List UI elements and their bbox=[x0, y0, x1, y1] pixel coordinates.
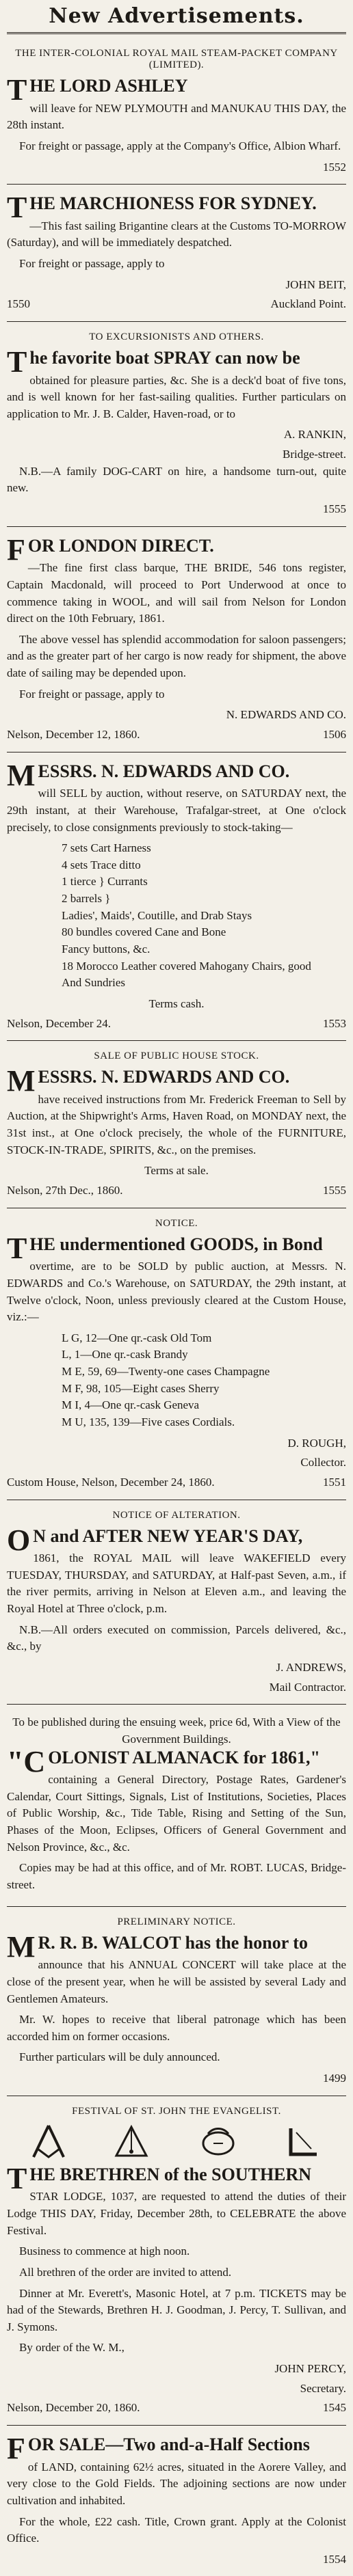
ad-paragraph: containing a General Directory, Postage Rates, Gardener's Calendar, Court Sittings, Signals, List of Institutions, Societies, Places of Public Worship, &c., Tide Table, Rising and Setting of the Sun, Phases of the Moon, Eclipses, Officers of General Government and Nelson Province, &c., &c. bbox=[7, 1773, 346, 1854]
advertisement bbox=[7, 322, 346, 527]
advertisement bbox=[7, 1907, 346, 2096]
ad-paragraph: Dinner at Mr. Everett's, Masonic Hotel, at 7 p.m. TICKETS may be had of the Stewards, Brethren H. J. Goodman, J. Percy, T. Sullivan, and J. Symons. bbox=[7, 2286, 346, 2333]
advertisement bbox=[7, 38, 346, 185]
ad-paragraph: obtained for pleasure parties, &c. She is a deck'd boat of five tons, and is well known for her fast-sailing qualities. Further particulars on application to Mr. J. B. Calder, Haven-road, or to bbox=[7, 373, 346, 420]
ad-paragraph: overtime, are to be SOLD by public auction, at Messrs. N. EDWARDS and Co.'s Warehouse, on SATURDAY, the 29th instant, at Twelve o'clock, Noon, unless previously cleared at the Custom House, viz.:— bbox=[7, 1260, 346, 1324]
ad-title: FOR SALE—Two and-a-Half Sections bbox=[7, 2432, 310, 2466]
ad-paragraph: All brethren of the order are invited to attend. bbox=[19, 2265, 232, 2279]
goods-list-item: M E, 59, 69—Twenty-one cases Champagne bbox=[62, 1365, 270, 1379]
goods-list bbox=[7, 1330, 346, 1431]
ad-footer bbox=[7, 2551, 346, 2568]
ad-paragraph: STAR LODGE, 1037, are requested to attend the duties of their Lodge THIS DAY, Friday, December 28th, to CELEBRATE the above Festival. bbox=[7, 2190, 346, 2237]
advertisement bbox=[7, 1041, 346, 1208]
ad-footer-left: 1550 bbox=[7, 297, 30, 311]
square-level-icon bbox=[284, 2123, 325, 2160]
ad-title: ON and AFTER NEW YEAR'S DAY, bbox=[7, 1523, 303, 1557]
ad-footer-number: 1554 bbox=[323, 2552, 346, 2566]
ad-header: NOTICE OF ALTERATION. bbox=[112, 1509, 241, 1521]
ad-footer-number: 1552 bbox=[323, 160, 346, 174]
ad-header: SALE OF PUBLIC HOUSE STOCK. bbox=[94, 1050, 259, 1062]
ad-terms: Terms at sale. bbox=[144, 1164, 209, 1178]
ad-paragraph: —This fast sailing Brigantine clears at the Customs TO-MORROW (Saturday), and will be immediately despatched. bbox=[7, 219, 346, 249]
ad-title: The favorite boat SPRAY can now be bbox=[7, 344, 300, 379]
ad-footer-number: 1506 bbox=[323, 728, 346, 742]
ad-title: THE undermentioned GOODS, in Bond bbox=[7, 1231, 323, 1265]
ad-footer bbox=[7, 2070, 346, 2087]
ad-paragraph: For freight or passage, apply to bbox=[19, 687, 165, 701]
goods-list bbox=[7, 840, 346, 992]
goods-list-item: M F, 98, 105—Eight cases Sherry bbox=[62, 1381, 220, 1395]
advertisement bbox=[7, 185, 346, 322]
ad-title: FOR LONDON DIRECT. bbox=[7, 532, 214, 567]
advertisement bbox=[7, 1500, 346, 1705]
advertisement bbox=[7, 1705, 346, 1906]
ad-header: NOTICE. bbox=[155, 1217, 198, 1229]
ad-paragraph: —The fine first class barque, THE BRIDE, 546 tons register, Captain Macdonald, will proceed to Port Underwood at once to commence taking in WOOL, and will sail from Nelson for London direct on the 10th February, 1861. bbox=[7, 561, 346, 625]
ad-paragraph: Mr. W. hopes to receive that liberal patronage which has been accorded him on former occasions. bbox=[7, 2013, 346, 2043]
goods-list-item: Ladies', Maids', Coutille, and Drab Stays bbox=[62, 908, 252, 922]
masthead: New Advertisements. bbox=[7, 4, 346, 34]
ad-signature: D. ROUGH, bbox=[287, 1436, 346, 1450]
plumb-icon bbox=[111, 2123, 152, 2160]
ad-signature: J. ANDREWS, bbox=[276, 1661, 346, 1675]
ad-paragraph: will SELL by auction, without reserve, on SATURDAY next, the 29th instant, at their Warehouse, Trafalgar-street, at One o'clock precisely, to close consignments previously to stock-taking— bbox=[7, 787, 346, 834]
ad-footer-left: Nelson, December 20, 1860. bbox=[7, 2401, 140, 2415]
ad-footer-number: 1555 bbox=[323, 502, 346, 516]
ad-footer-number: 1553 bbox=[323, 1016, 346, 1030]
advertisement bbox=[7, 753, 346, 1042]
ad-footer-left: Nelson, December 12, 1860. bbox=[7, 728, 140, 742]
ad-signature: A. RANKIN, bbox=[283, 428, 346, 442]
ad-footer-number: 1551 bbox=[323, 1475, 346, 1489]
lamb-banner-icon bbox=[194, 2123, 242, 2160]
ad-signature: JOHN PERCY, bbox=[274, 2362, 346, 2376]
ad-paragraph: For freight or passage, apply to bbox=[19, 257, 165, 271]
goods-list-item: 4 sets Trace ditto bbox=[62, 858, 141, 871]
goods-list-item: Fancy buttons, &c. bbox=[62, 943, 151, 956]
ad-paragraph: have received instructions from Mr. Frederick Freeman to Sell by Auction, at the Shipwright's Arms, Haven Road, on MONDAY next, the 31st inst., at One o'clock precisely, the whole of the FURNITURE, STOCK-IN-TRADE, SPIRITS, &c., on the premises. bbox=[7, 1092, 346, 1156]
ad-title: THE LORD ASHLEY bbox=[7, 73, 188, 107]
ad-paragraph: Copies may be had at this office, and of Mr. ROBT. LUCAS, Bridge-street. bbox=[7, 1861, 346, 1892]
goods-list-item: L G, 12—One qr.-cask Old Tom bbox=[62, 1331, 212, 1344]
ad-header: FESTIVAL OF ST. JOHN THE EVANGELIST. bbox=[72, 2105, 281, 2117]
ad-signature-title: Mail Contractor. bbox=[269, 1680, 346, 1694]
ad-footer-number: 1545 bbox=[323, 2401, 346, 2415]
ad-footer-left: Custom House, Nelson, December 24, 1860. bbox=[7, 1475, 215, 1489]
ad-note: N.B.—A family DOG-CART on hire, a handsome turn-out, quite new. bbox=[7, 464, 346, 495]
goods-list-item: 7 sets Cart Harness bbox=[62, 841, 151, 855]
ad-paragraph: For the whole, £22 cash. Title, Crown grant. Apply at the Colonist Office. bbox=[7, 2514, 346, 2545]
ad-paragraph: announce that his ANNUAL CONCERT will take place at the close of the present year, when he will be assisted by several Lady and Gentlemen Amateurs. bbox=[7, 1958, 346, 2005]
ad-preface: To be published during the ensuing week, price 6d, With a View of the Government Buildings. bbox=[12, 1716, 341, 1746]
goods-list-item: M I, 4—One qr.-cask Geneva bbox=[62, 1398, 200, 1412]
ad-signature-title: Bridge-street. bbox=[283, 448, 346, 461]
goods-list-item: L, 1—One qr.-cask Brandy bbox=[62, 1348, 188, 1361]
ad-paragraph: of LAND, containing 62½ acres, situated in the Aorere Valley, and very close to the Gold Fields. The adjoining sections are now under cultivation and inhabited. bbox=[7, 2460, 346, 2507]
goods-list-item: M U, 135, 139—Five cases Cordials. bbox=[62, 1415, 235, 1429]
ad-title: MESSRS. N. EDWARDS AND CO. bbox=[7, 758, 290, 792]
ad-title: MESSRS. N. EDWARDS AND CO. bbox=[7, 1064, 290, 1098]
ad-signature: JOHN BEIT, bbox=[285, 277, 346, 291]
ad-footer-number: 1555 bbox=[323, 1184, 346, 1197]
ad-header: PRELIMINARY NOTICE. bbox=[117, 1916, 236, 1927]
ad-footer bbox=[7, 1016, 346, 1033]
square-compass-icon bbox=[28, 2123, 69, 2160]
ad-footer-number: 1499 bbox=[323, 2072, 346, 2085]
ad-paragraph: will leave for NEW PLYMOUTH and MANUKAU THIS DAY, the 28th instant. bbox=[7, 101, 346, 132]
goods-list-item: And Sundries bbox=[62, 976, 126, 990]
advertisement bbox=[7, 1208, 346, 1500]
ad-title: THE BRETHREN of the SOUTHERN bbox=[7, 2161, 312, 2195]
ad-footer bbox=[7, 1474, 346, 1491]
goods-list-item: 80 bundles covered Cane and Bone bbox=[62, 925, 226, 939]
ad-terms: Terms cash. bbox=[148, 996, 205, 1010]
ad-footer bbox=[7, 159, 346, 176]
ad-signature: N. EDWARDS AND CO. bbox=[226, 708, 346, 722]
goods-list-item: 1 tierce } Currants bbox=[62, 875, 148, 889]
ad-paragraph: For freight or passage, apply at the Company's Office, Albion Wharf. bbox=[19, 139, 341, 152]
ad-paragraph: N.B.—All orders executed on commission, Parcels delivered, &c., &c., by bbox=[7, 1623, 346, 1653]
ads-list bbox=[7, 38, 346, 2576]
ad-footer-left: Nelson, December 24. bbox=[7, 1016, 112, 1030]
ad-footer bbox=[7, 2400, 346, 2417]
ad-paragraph: Further particulars will be duly announced. bbox=[19, 2050, 220, 2064]
advertisement bbox=[7, 527, 346, 753]
ad-paragraph: Business to commence at high noon. bbox=[19, 2245, 190, 2258]
advertisement bbox=[7, 2096, 346, 2426]
ad-header: TO EXCURSIONISTS AND OTHERS. bbox=[89, 331, 264, 342]
ad-paragraph: The above vessel has splendid accommodation for saloon passengers; and as the greater part of her cargo is now ready for shipment, the above date of sailing may be depended upon. bbox=[7, 632, 346, 680]
goods-list-item: 2 barrels } bbox=[62, 892, 111, 906]
ad-footer bbox=[7, 727, 346, 744]
ad-header: THE INTER-COLONIAL ROYAL MAIL STEAM-PACKET COMPANY (LIMITED). bbox=[15, 48, 338, 70]
ad-signature-title: Collector. bbox=[300, 1456, 346, 1469]
ad-footer-left: Nelson, 27th Dec., 1860. bbox=[7, 1184, 123, 1197]
ad-title: THE MARCHIONESS FOR SYDNEY. bbox=[7, 191, 317, 225]
ad-title: "COLONIST ALMANACK for 1861," bbox=[7, 1744, 320, 1778]
ad-paragraph: By order of the W. M., bbox=[19, 2341, 125, 2355]
ad-signature-title: Secretary. bbox=[300, 2381, 346, 2395]
ad-title: MR. R. B. WALCOT has the honor to bbox=[7, 1929, 308, 1964]
ad-footer bbox=[7, 1182, 346, 1199]
advertisement bbox=[7, 2426, 346, 2576]
ad-footer bbox=[7, 296, 346, 313]
ad-footer-number: Auckland Point. bbox=[270, 297, 346, 311]
ad-footer bbox=[7, 501, 346, 518]
goods-list-item: 18 Morocco Leather covered Mahogany Chairs, good bbox=[62, 959, 311, 973]
ad-paragraph: 1861, the ROYAL MAIL will leave WAKEFIELD every TUESDAY, THURSDAY, and SATURDAY, at Half-past Seven, a.m., if the river permits, arriving in Nelson at Eleven a.m., and leaving the Royal Hotel at Three o'clock, p.m. bbox=[7, 1551, 346, 1616]
masonic-emblems bbox=[7, 2123, 346, 2160]
